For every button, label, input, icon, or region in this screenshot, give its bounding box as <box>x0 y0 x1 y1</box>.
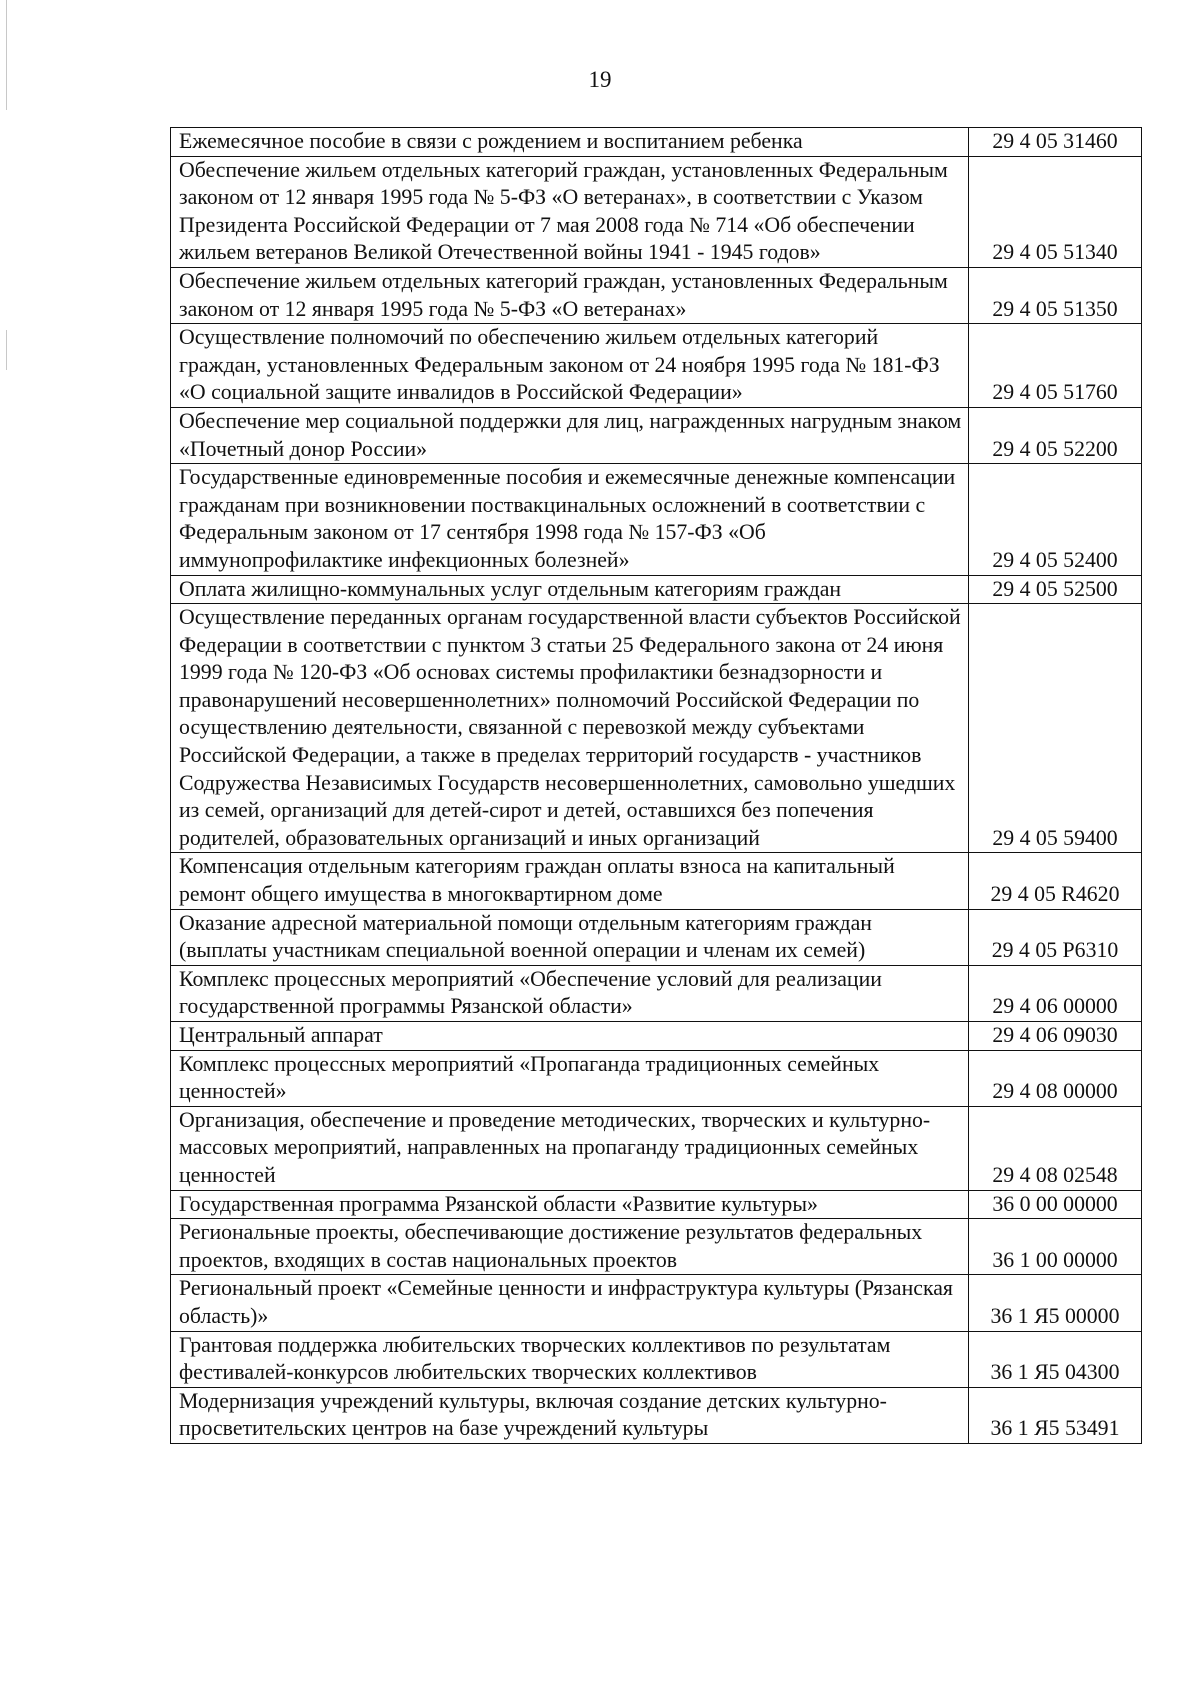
table-row <box>171 1022 1142 1051</box>
row-description: Организация, обеспечение и проведение методических, творческих и культурно-массовых мероприятий, направленных на пропаганду традиционных семейных ценностей <box>171 1106 969 1190</box>
budget-classification-table <box>170 127 1142 1444</box>
row-code: 29 4 06 09030 <box>969 1022 1142 1051</box>
table-row <box>171 604 1142 853</box>
row-description: Обеспечение мер социальной поддержки для лиц, награжденных нагрудным знаком «Почетный донор России» <box>171 407 969 463</box>
row-description: Центральный аппарат <box>171 1022 969 1051</box>
row-description: Компенсация отдельным категориям граждан оплаты взноса на капитальный ремонт общего имущества в многоквартирном доме <box>171 853 969 909</box>
row-description: Государственные единовременные пособия и ежемесячные денежные компенсации гражданам при возникновении поствакцинальных осложнений в соответствии с Федеральным законом от 17 сентября 1998 года № 157-ФЗ «Об иммунопрофилактике инфекционных болезней» <box>171 464 969 575</box>
row-description: Обеспечение жильем отдельных категорий граждан, установленных Федеральным законом от 12 января 1995 года № 5-ФЗ «О ветеранах», в соответствии с Указом Президента Российской Федерации от 7 мая 2008 года № 714 «Об обеспечении жильем ветеранов Великой Отечественной войны 1941 - 1945 годов» <box>171 156 969 267</box>
table-row <box>171 1050 1142 1106</box>
row-code: 29 4 05 52200 <box>969 407 1142 463</box>
row-code: 36 0 00 00000 <box>969 1190 1142 1219</box>
table-row <box>171 1275 1142 1331</box>
table-row <box>171 324 1142 408</box>
table-row <box>171 965 1142 1021</box>
row-code: 29 4 08 00000 <box>969 1050 1142 1106</box>
row-code: 29 4 05 51340 <box>969 156 1142 267</box>
row-code: 29 4 05 52500 <box>969 575 1142 604</box>
row-code: 36 1 Я5 00000 <box>969 1275 1142 1331</box>
row-code: 29 4 05 31460 <box>969 128 1142 157</box>
row-code: 29 4 05 52400 <box>969 464 1142 575</box>
row-code: 29 4 05 51350 <box>969 267 1142 323</box>
table-row <box>171 1331 1142 1387</box>
scan-edge-mark <box>6 330 7 370</box>
row-description: Оплата жилищно-коммунальных услуг отдельным категориям граждан <box>171 575 969 604</box>
row-description: Осуществление переданных органам государственной власти субъектов Российской Федерации в соответствии с пунктом 3 статьи 25 Федерального закона от 24 июня 1999 года № 120-ФЗ «Об основах системы профилактики безнадзорности и правонарушений несовершеннолетних» полномочий Российской Федерации по осуществлению деятельности, связанной с перевозкой между субъектами Российской Федерации, а также в пределах территорий государств - участников Содружества Независимых Государств несовершеннолетних, самовольно ушедших из семей, организаций для детей-сирот и детей, оставшихся без попечения родителей, образовательных организаций и иных организаций <box>171 604 969 853</box>
page-number: 19 <box>588 67 612 92</box>
row-description: Комплекс процессных мероприятий «Обеспечение условий для реализации государственной программы Рязанской области» <box>171 965 969 1021</box>
row-description: Региональный проект «Семейные ценности и инфраструктура культуры (Рязанская область)» <box>171 1275 969 1331</box>
row-code: 29 4 06 00000 <box>969 965 1142 1021</box>
table-row <box>171 1219 1142 1275</box>
row-code: 29 4 05 51760 <box>969 324 1142 408</box>
row-code: 36 1 Я5 53491 <box>969 1387 1142 1443</box>
row-code: 29 4 05 59400 <box>969 604 1142 853</box>
row-description: Региональные проекты, обеспечивающие достижение результатов федеральных проектов, входящих в состав национальных проектов <box>171 1219 969 1275</box>
row-description: Оказание адресной материальной помощи отдельным категориям граждан (выплаты участникам специальной военной операции и членам их семей) <box>171 909 969 965</box>
table-row <box>171 156 1142 267</box>
table-row <box>171 464 1142 575</box>
row-code: 29 4 08 02548 <box>969 1106 1142 1190</box>
table-row <box>171 853 1142 909</box>
row-description: Осуществление полномочий по обеспечению жильем отдельных категорий граждан, установленных Федеральным законом от 24 ноября 1995 года № 181-ФЗ «О социальной защите инвалидов в Российской Федерации» <box>171 324 969 408</box>
row-description: Обеспечение жильем отдельных категорий граждан, установленных Федеральным законом от 12 января 1995 года № 5-ФЗ «О ветеранах» <box>171 267 969 323</box>
table-row <box>171 407 1142 463</box>
row-description: Государственная программа Рязанской области «Развитие культуры» <box>171 1190 969 1219</box>
row-description: Модернизация учреждений культуры, включая создание детских культурно-просветительских центров на базе учреждений культуры <box>171 1387 969 1443</box>
row-code: 29 4 05 R4620 <box>969 853 1142 909</box>
row-description: Грантовая поддержка любительских творческих коллективов по результатам фестивалей-конкурсов любительских творческих коллективов <box>171 1331 969 1387</box>
row-description: Ежемесячное пособие в связи с рождением и воспитанием ребенка <box>171 128 969 157</box>
row-code: 36 1 Я5 04300 <box>969 1331 1142 1387</box>
table-row <box>171 909 1142 965</box>
table-row <box>171 128 1142 157</box>
table-row <box>171 575 1142 604</box>
table-row <box>171 1106 1142 1190</box>
table-row <box>171 1190 1142 1219</box>
row-description: Комплекс процессных мероприятий «Пропаганда традиционных семейных ценностей» <box>171 1050 969 1106</box>
row-code: 36 1 00 00000 <box>969 1219 1142 1275</box>
table-row <box>171 267 1142 323</box>
table-row <box>171 1387 1142 1443</box>
row-code: 29 4 05 P6310 <box>969 909 1142 965</box>
